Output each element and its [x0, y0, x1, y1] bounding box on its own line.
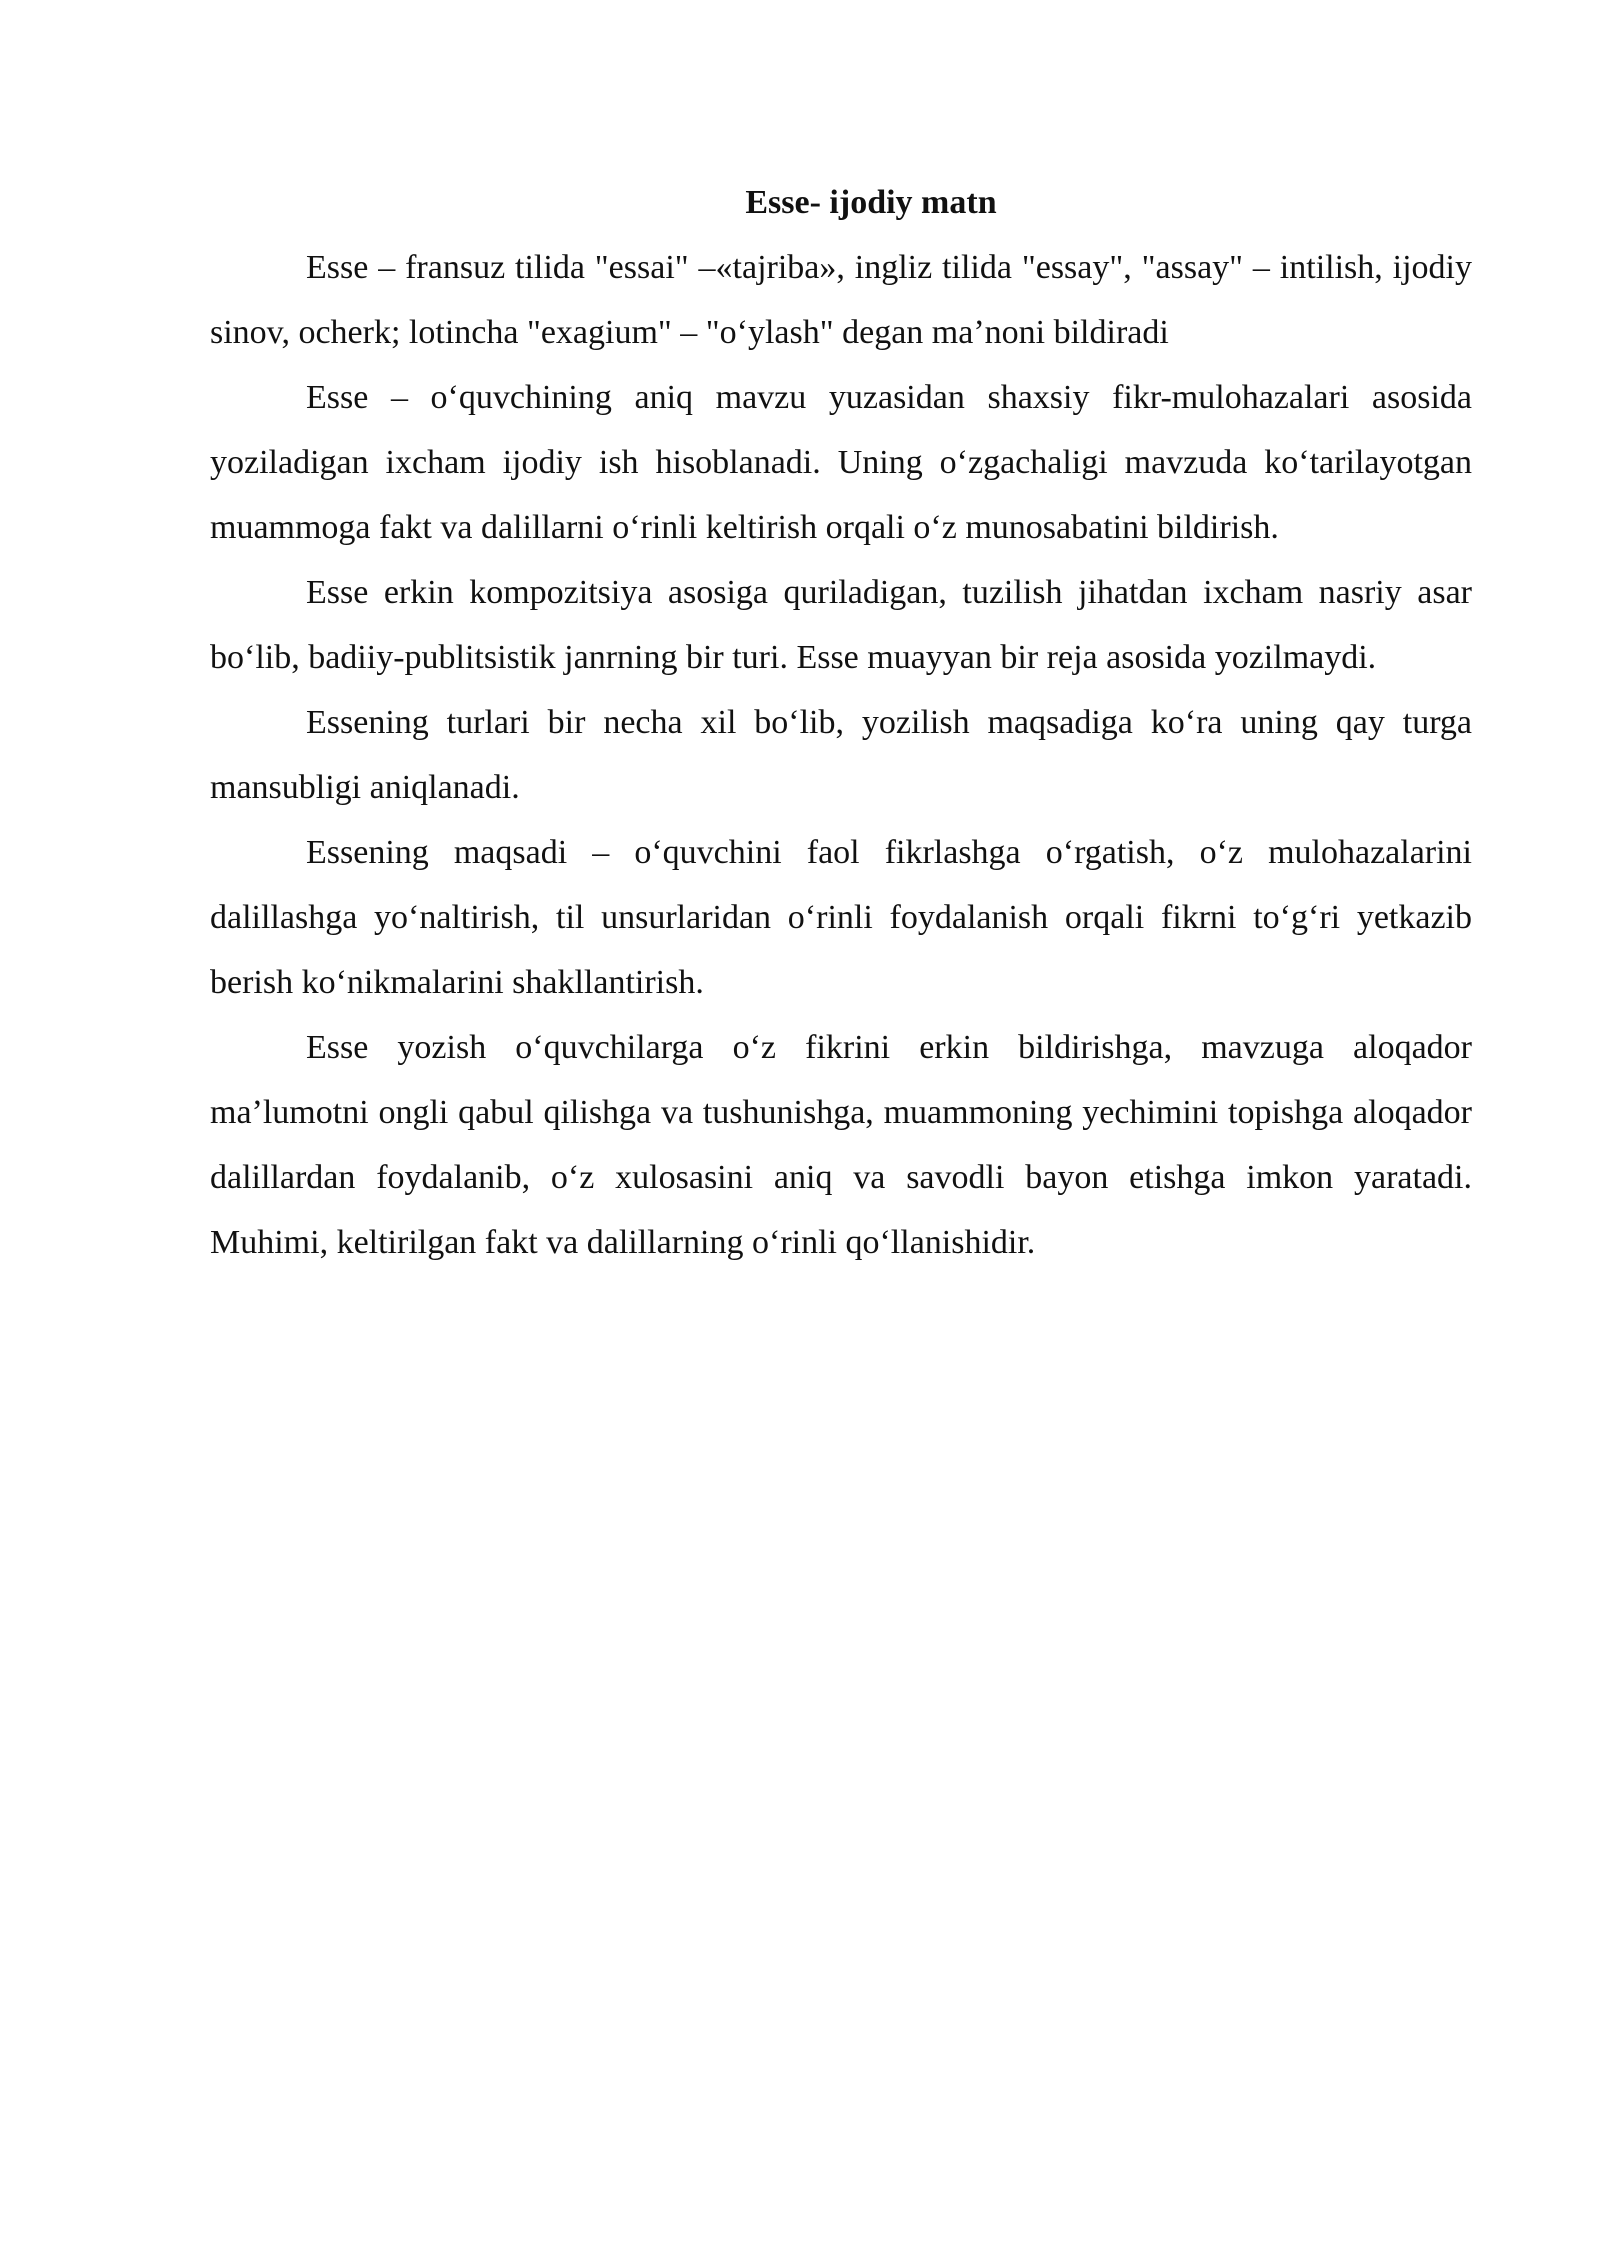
- paragraph-5: Essening maqsadi – oʻquvchini faol fikrlashga oʻrgatish, oʻz mulohazalarini dalillashga yoʻnaltirish, til unsurlaridan oʻrinli foydalanish orqali fikrni toʻgʻri yetkazib berish koʻnikmalarini shakllantirish.: [210, 834, 1472, 1001]
- paragraph-4: Essening turlari bir necha xil boʻlib, yozilish maqsadiga koʻra uning qay turga mansubligi aniqlanadi.: [210, 704, 1472, 806]
- paragraph-1: Esse – fransuz tilida "essai" –«tajriba», ingliz tilida "essay", "assay" – intilish, ijodiy sinov, ocherk; lotincha "exagium" – "oʻylash" degan maʼnoni bildiradi: [210, 249, 1472, 351]
- paragraph-6: Esse yozish oʻquvchilarga oʻz fikrini erkin bildirishga, mavzuga aloqador maʼlumotni ongli qabul qilishga va tushunishga, muammoning yechimini topishga aloqador dalillardan foydalanib, oʻz xulosasini aniq va savodli bayon etishga imkon yaratadi. Muhimi, keltirilgan fakt va dalillarning oʻrinli qoʻllanishidir.: [210, 1029, 1472, 1261]
- paragraph-2: Esse – oʻquvchining aniq mavzu yuzasidan shaxsiy fikr-mulohazalari asosida yoziladigan ixcham ijodiy ish hisoblanadi. Uning oʻzgachaligi mavzuda koʻtarilayotgan muammoga fakt va dalillarni oʻrinli keltirish orqali oʻz munosabatini bildirish.: [210, 379, 1472, 546]
- document-title: Esse- ijodiy matn: [745, 184, 997, 221]
- paragraph-3: Esse erkin kompozitsiya asosiga quriladigan, tuzilish jihatdan ixcham nasriy asar boʻlib, badiiy-publitsistik janrning bir turi. Esse muayyan bir reja asosida yozilmaydi.: [210, 574, 1472, 676]
- document-body: [210, 170, 1472, 1275]
